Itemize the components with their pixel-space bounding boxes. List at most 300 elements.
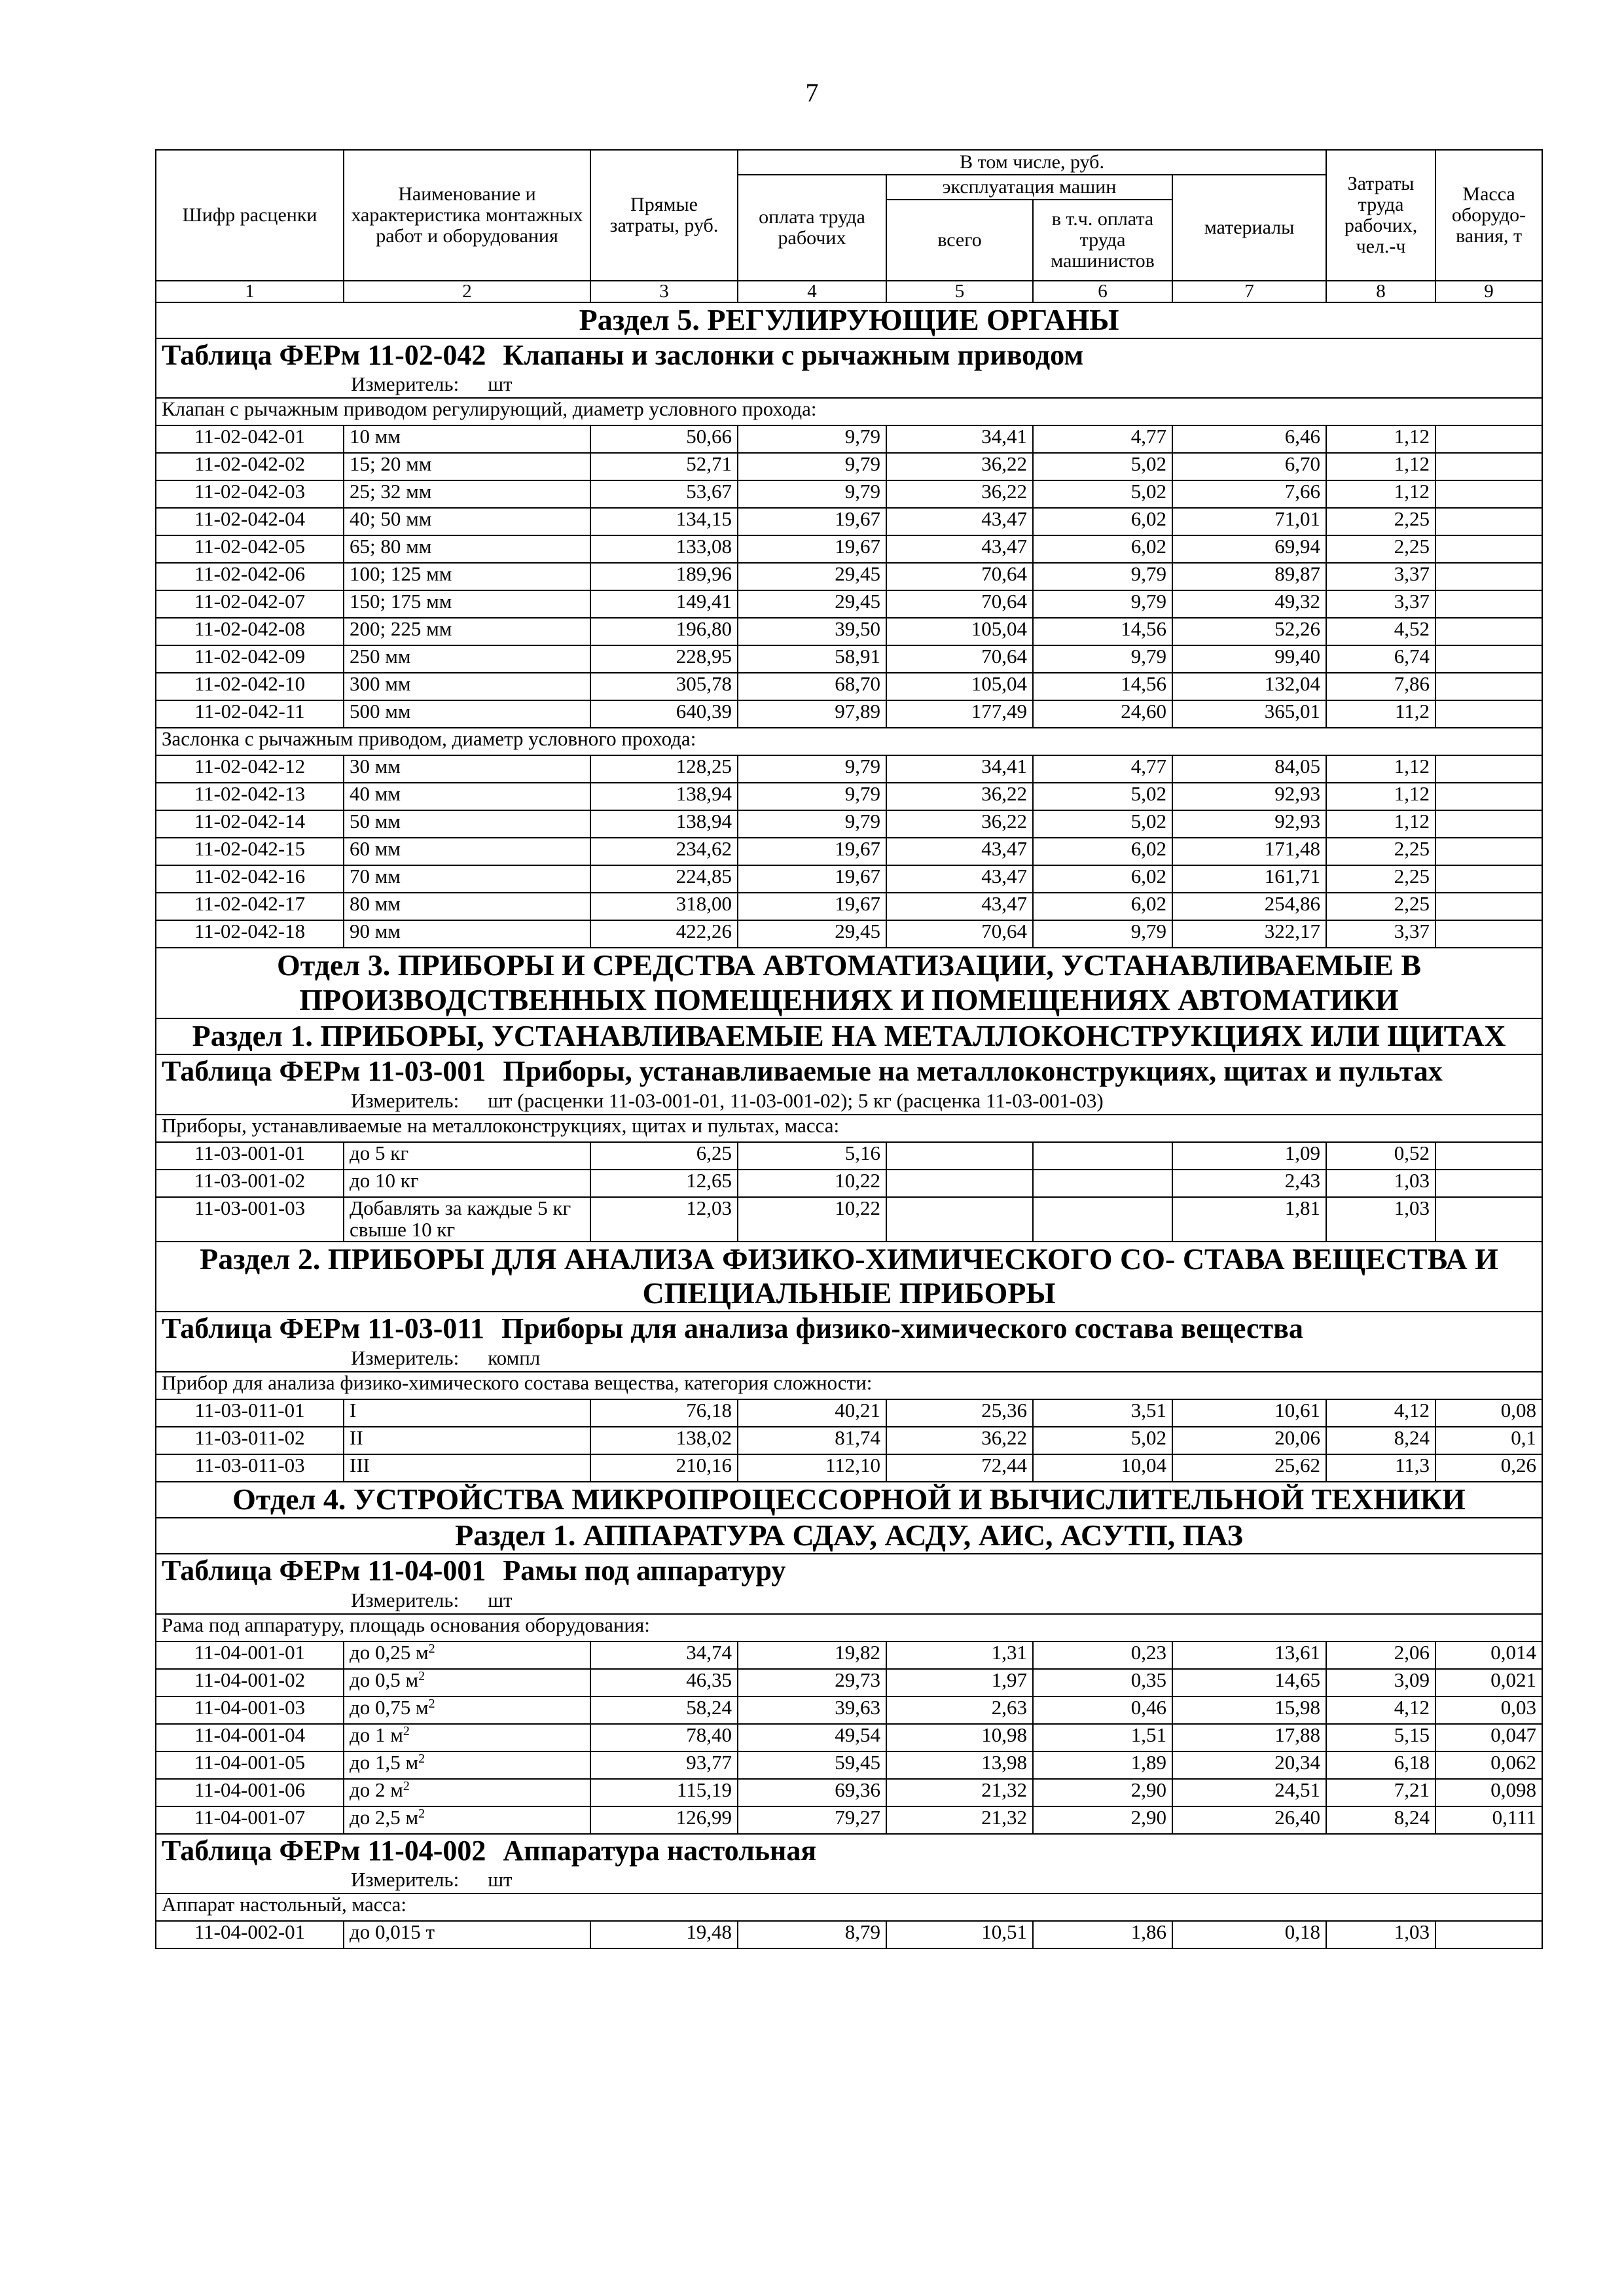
- rate-value: [738, 563, 886, 590]
- rate-value: [590, 810, 738, 838]
- column-number: 8: [1326, 281, 1435, 302]
- cell-text: 640,39: [676, 700, 732, 723]
- cell-text: 0,1: [1511, 1426, 1537, 1450]
- rate-description: [344, 810, 590, 838]
- table-name: Рамы под аппаратуру: [503, 1554, 786, 1587]
- rate-value: [1172, 480, 1326, 508]
- cell-text: 500 мм: [350, 700, 411, 723]
- rate-value: [886, 810, 1033, 838]
- rate-value: [1172, 1669, 1326, 1696]
- rate-value: [1326, 508, 1435, 535]
- section-title: Раздел 1. ПРИБОРЫ, УСТАНАВЛИВАЕМЫЕ НА МЕТАЛЛОКОНСТРУКЦИЯХ ИЛИ ЩИТАХ: [156, 1018, 1542, 1054]
- page-number: 7: [805, 78, 819, 107]
- rate-value: [1033, 508, 1172, 535]
- superscript: 2: [403, 1723, 410, 1738]
- rate-value: [1326, 1427, 1435, 1454]
- cell-text: 69,94: [1274, 535, 1321, 558]
- rate-description: [344, 1641, 590, 1669]
- rate-value: [1033, 425, 1172, 453]
- cell-text: 224,85: [676, 865, 732, 888]
- section-row: [156, 948, 1542, 1018]
- cell-text: 1,51: [1130, 1723, 1166, 1746]
- cell-text: 2,06: [1394, 1640, 1430, 1664]
- cell-text: 0,03: [1500, 1695, 1537, 1719]
- measure-line: [162, 1346, 1536, 1371]
- rate-value: [738, 1454, 886, 1482]
- rate-value: [1326, 1197, 1435, 1242]
- cell-text: 305,78: [676, 672, 732, 696]
- table-title-wrap: [162, 339, 1536, 372]
- cell-text: 36,22: [981, 810, 1027, 833]
- table-row: [156, 838, 1542, 865]
- cell-text: 1,86: [1130, 1920, 1166, 1944]
- rate-value: [738, 838, 886, 865]
- rate-value: [738, 893, 886, 920]
- cell-text: 0,047: [1490, 1723, 1537, 1746]
- cell-text: 11-04-002-01: [194, 1920, 306, 1944]
- rate-value: [1033, 1669, 1172, 1696]
- rate-value: [1172, 1197, 1326, 1242]
- table-title-row: [156, 1312, 1542, 1372]
- group-label: Клапан с рычажным приводом регулирующий, диаметр условного прохода:: [156, 398, 1542, 425]
- table-title-wrap: [162, 1554, 1536, 1588]
- cell-text: 2,90: [1130, 1805, 1166, 1829]
- group-row: [156, 398, 1542, 425]
- cell-text: 9,79: [844, 425, 880, 448]
- cell-text: 43,47: [981, 535, 1027, 558]
- rate-value: [590, 425, 738, 453]
- rate-description: [344, 1696, 590, 1724]
- cell-text: 228,95: [676, 645, 732, 668]
- rate-value: [738, 1197, 886, 1242]
- cell-text: до 2,5 м: [350, 1805, 419, 1829]
- cell-text: 6,02: [1130, 892, 1166, 916]
- rate-description: [344, 563, 590, 590]
- cell-text: 11-04-001-07: [194, 1805, 306, 1829]
- table-title: [156, 338, 1542, 399]
- rate-value: [1435, 425, 1542, 453]
- cell-text: 234,62: [676, 837, 732, 861]
- rate-value: [886, 1427, 1033, 1454]
- table-row: [156, 700, 1542, 728]
- measure-line: [162, 1588, 1536, 1613]
- cell-text: 6,74: [1394, 645, 1430, 668]
- rate-code: [156, 1921, 344, 1948]
- table-title-row: [156, 1554, 1542, 1614]
- cell-text: 8,24: [1394, 1805, 1430, 1829]
- rate-value: [1172, 1779, 1326, 1806]
- table-row: [156, 893, 1542, 920]
- rate-value: [1435, 865, 1542, 893]
- cell-text: 49,54: [835, 1723, 880, 1746]
- rate-value: [590, 1921, 738, 1948]
- rate-value: [1435, 838, 1542, 865]
- rate-value: [1172, 1170, 1326, 1197]
- rate-value: [590, 783, 738, 810]
- cell-text: 210,16: [676, 1454, 732, 1477]
- rate-value: [1435, 563, 1542, 590]
- cell-text: 1,89: [1130, 1750, 1166, 1774]
- rate-value: [886, 920, 1033, 948]
- rate-value: [738, 480, 886, 508]
- rate-code: [156, 700, 344, 728]
- cell-text: 134,15: [676, 507, 732, 531]
- rate-code: [156, 453, 344, 480]
- cell-text: 36,22: [981, 782, 1027, 806]
- rate-value: [1033, 1641, 1172, 1669]
- cell-text: 11-02-042-15: [194, 837, 306, 861]
- cell-text: 17,88: [1274, 1723, 1321, 1746]
- cell-text: 2,25: [1394, 865, 1430, 888]
- cell-text: 10,51: [981, 1920, 1027, 1944]
- column-number: 4: [738, 281, 886, 302]
- cell-text: 0,26: [1500, 1454, 1537, 1477]
- cell-text: 8,24: [1394, 1426, 1430, 1450]
- rate-value: [886, 508, 1033, 535]
- rate-value: [1326, 838, 1435, 865]
- cell-text: 0,08: [1500, 1399, 1537, 1422]
- rate-code: [156, 838, 344, 865]
- rate-value: [886, 1751, 1033, 1779]
- measure-line: [162, 372, 1536, 397]
- cell-text: 11-04-001-06: [194, 1778, 306, 1801]
- table-row: [156, 453, 1542, 480]
- rate-value: [1326, 618, 1435, 645]
- rate-code: [156, 1779, 344, 1806]
- cell-text: 138,02: [676, 1426, 732, 1450]
- rate-value: [1172, 838, 1326, 865]
- cell-text: 29,45: [835, 920, 880, 943]
- rate-description: [344, 1669, 590, 1696]
- cell-text: 11-03-001-03: [194, 1196, 306, 1219]
- rate-code: [156, 673, 344, 700]
- cell-text: до 10 кг: [350, 1168, 419, 1192]
- cell-text: 11-04-001-05: [194, 1750, 306, 1774]
- measure-label: Измеритель:: [351, 1346, 460, 1369]
- rate-value: [1326, 893, 1435, 920]
- rate-value: [1172, 425, 1326, 453]
- rate-value: [886, 535, 1033, 563]
- cell-text: 36,22: [981, 452, 1027, 476]
- rate-description: [344, 425, 590, 453]
- rate-value: [590, 1779, 738, 1806]
- column-number: 1: [156, 281, 344, 302]
- cell-text: 58,91: [835, 645, 880, 668]
- cell-text: 1,31: [991, 1640, 1027, 1664]
- cell-text: 60 мм: [350, 837, 401, 861]
- column-numbers-row: [156, 281, 1542, 302]
- cell-text: 5,02: [1130, 452, 1166, 476]
- cell-text: 177,49: [971, 700, 1027, 723]
- cell-text: 34,41: [981, 425, 1027, 448]
- section-title: Раздел 5. РЕГУЛИРУЮЩИЕ ОРГАНЫ: [156, 302, 1542, 338]
- cell-text: 6,70: [1284, 452, 1321, 476]
- rate-value: [1435, 1724, 1542, 1751]
- rate-value: [1172, 673, 1326, 700]
- cell-text: 15; 20 мм: [350, 452, 432, 476]
- rate-value: [1326, 673, 1435, 700]
- cell-text: 1,09: [1284, 1141, 1321, 1164]
- cell-text: 2,25: [1394, 535, 1430, 558]
- rate-value: [1435, 1696, 1542, 1724]
- cell-text: 11-04-001-02: [194, 1668, 306, 1691]
- table-row: [156, 810, 1542, 838]
- cell-text: 19,67: [835, 865, 880, 888]
- rate-value: [590, 700, 738, 728]
- table-title-row: [156, 1054, 1542, 1115]
- cell-text: 9,79: [844, 452, 880, 476]
- rate-value: [1326, 590, 1435, 618]
- cell-text: 2,25: [1394, 837, 1430, 861]
- table-title-wrap: [162, 1835, 1536, 1868]
- cell-text: 422,26: [676, 920, 732, 943]
- rate-description: [344, 480, 590, 508]
- cell-text: 0,098: [1490, 1778, 1537, 1801]
- cell-text: 4,77: [1130, 755, 1166, 778]
- measure-unit: шт: [488, 372, 513, 396]
- column-number: 2: [344, 281, 590, 302]
- department-title: Отдел 3. ПРИБОРЫ И СРЕДСТВА АВТОМАТИЗАЦИИ, УСТАНАВЛИВАЕМЫЕ В ПРОИЗВОДСТВЕННЫХ ПОМЕЩЕНИЯХ И ПОМЕЩЕНИЯХ АВТОМАТИКИ: [156, 948, 1542, 1018]
- rate-value: [1326, 1669, 1435, 1696]
- rate-value: [1033, 893, 1172, 920]
- rate-code: [156, 508, 344, 535]
- rate-value: [1326, 1641, 1435, 1669]
- rate-description: [344, 1399, 590, 1427]
- cell-text: 14,56: [1121, 617, 1166, 641]
- header-machines: эксплуатация машин: [886, 175, 1172, 200]
- rate-value: [886, 783, 1033, 810]
- cell-text: 1,12: [1394, 782, 1430, 806]
- rate-value: [886, 480, 1033, 508]
- cell-text: 90 мм: [350, 920, 401, 943]
- cell-text: 70,64: [981, 920, 1027, 943]
- rate-value: [1326, 645, 1435, 673]
- measure-unit: компл: [488, 1346, 541, 1369]
- rate-value: [886, 1669, 1033, 1696]
- cell-text: 84,05: [1274, 755, 1321, 778]
- cell-text: 49,32: [1274, 590, 1321, 613]
- cell-text: 318,00: [676, 892, 732, 916]
- rate-value: [1326, 1696, 1435, 1724]
- table-row: [156, 1454, 1542, 1482]
- cell-text: 59,45: [835, 1750, 880, 1774]
- cell-text: 3,37: [1394, 590, 1430, 613]
- rate-description: [344, 453, 590, 480]
- cell-text: 43,47: [981, 507, 1027, 531]
- rate-value: [738, 1427, 886, 1454]
- cell-text: 70,64: [981, 562, 1027, 586]
- header-labor: Затраты труда рабочих, чел.-ч: [1326, 150, 1435, 281]
- rate-value: [1435, 920, 1542, 948]
- cell-text: 2,25: [1394, 507, 1430, 531]
- rate-value: [590, 1806, 738, 1834]
- cell-text: 11-02-042-16: [194, 865, 306, 888]
- rate-description: [344, 1197, 590, 1242]
- rate-code: [156, 1696, 344, 1724]
- cell-text: 25,62: [1274, 1454, 1321, 1477]
- superscript: 2: [418, 1806, 425, 1821]
- cell-text: 19,48: [686, 1920, 732, 1944]
- cell-text: до 0,5 м: [350, 1668, 419, 1691]
- rate-code: [156, 645, 344, 673]
- cell-text: 46,35: [686, 1668, 732, 1691]
- cell-text: 2,63: [991, 1695, 1027, 1719]
- cell-text: 112,10: [825, 1454, 880, 1477]
- cell-text: 70,64: [981, 590, 1027, 613]
- rate-value: [1326, 783, 1435, 810]
- cell-text: 0,021: [1490, 1668, 1537, 1691]
- rate-value: [1326, 1454, 1435, 1482]
- rate-value: [1435, 783, 1542, 810]
- rate-value: [1033, 453, 1172, 480]
- rate-value: [886, 1399, 1033, 1427]
- table-row: [156, 865, 1542, 893]
- cell-text: 79,27: [835, 1805, 880, 1829]
- table-name: Приборы для анализа физико-химического состава вещества: [501, 1312, 1303, 1345]
- rate-value: [886, 1779, 1033, 1806]
- rate-value: [1435, 673, 1542, 700]
- rate-value: [886, 1724, 1033, 1751]
- cell-text: 1,03: [1394, 1196, 1430, 1219]
- cell-text: 254,86: [1264, 892, 1321, 916]
- cell-text: 43,47: [981, 892, 1027, 916]
- section-row: [156, 1482, 1542, 1518]
- cell-text: 11-02-042-05: [194, 535, 306, 558]
- rate-value: [1326, 810, 1435, 838]
- rate-description: [344, 1454, 590, 1482]
- rate-value: [1435, 700, 1542, 728]
- cell-text: 19,67: [835, 837, 880, 861]
- rate-value: [886, 1641, 1033, 1669]
- cell-text: 149,41: [676, 590, 732, 613]
- rate-value: [1172, 700, 1326, 728]
- table-row: [156, 1724, 1542, 1751]
- rate-value: [886, 865, 1033, 893]
- cell-text: 20,06: [1274, 1426, 1321, 1450]
- rate-code: [156, 893, 344, 920]
- rate-code: [156, 1806, 344, 1834]
- rate-code: [156, 810, 344, 838]
- rate-value: [1435, 508, 1542, 535]
- cell-text: 92,93: [1274, 782, 1321, 806]
- group-row: [156, 1614, 1542, 1641]
- rate-value: [1033, 838, 1172, 865]
- cell-text: 0,46: [1130, 1695, 1166, 1719]
- rate-value: [738, 1724, 886, 1751]
- rate-value: [738, 590, 886, 618]
- section-title: Раздел 2. ПРИБОРЫ ДЛЯ АНАЛИЗА ФИЗИКО-ХИМИЧЕСКОГО СО- СТАВА ВЕЩЕСТВА И СПЕЦИАЛЬНЫЕ ПРИБОРЫ: [156, 1242, 1542, 1312]
- cell-text: 11-02-042-01: [194, 425, 306, 448]
- rate-value: [738, 700, 886, 728]
- rate-value: [738, 1779, 886, 1806]
- cell-text: 10,04: [1121, 1454, 1166, 1477]
- rates-table: [155, 149, 1543, 1949]
- rate-value: [1435, 893, 1542, 920]
- rate-value: [1435, 1427, 1542, 1454]
- rate-value: [1033, 1806, 1172, 1834]
- cell-text: 11-02-042-12: [194, 755, 306, 778]
- rate-value: [590, 1696, 738, 1724]
- group-label: Рама под аппаратуру, площадь основания оборудования:: [156, 1614, 1542, 1641]
- rate-description: [344, 1724, 590, 1751]
- table-row: [156, 1669, 1542, 1696]
- table-row: [156, 1142, 1542, 1170]
- cell-text: 11-02-042-14: [194, 810, 306, 833]
- cell-text: 1,03: [1394, 1168, 1430, 1192]
- rate-value: [1435, 1806, 1542, 1834]
- rate-value: [886, 1454, 1033, 1482]
- rate-value: [1435, 810, 1542, 838]
- header-name: Наименование и характеристика монтажных работ и оборудования: [344, 150, 590, 281]
- rate-value: [1326, 1170, 1435, 1197]
- rate-value: [590, 838, 738, 865]
- cell-text: 3,09: [1394, 1668, 1430, 1691]
- cell-text: 2,43: [1284, 1168, 1321, 1192]
- table-row: [156, 673, 1542, 700]
- cell-text: 0,062: [1490, 1750, 1537, 1774]
- rate-value: [886, 1142, 1033, 1170]
- cell-text: 11-04-001-04: [194, 1723, 306, 1746]
- rate-value: [1033, 755, 1172, 783]
- header-materials: материалы: [1172, 175, 1326, 281]
- rate-value: [886, 700, 1033, 728]
- rate-value: [1326, 1779, 1435, 1806]
- rate-value: [738, 1669, 886, 1696]
- cell-text: 43,47: [981, 837, 1027, 861]
- rate-value: [738, 645, 886, 673]
- column-number: 3: [590, 281, 738, 302]
- rate-value: [1033, 920, 1172, 948]
- header-machinists-wages: в т.ч. оплата труда машинистов: [1033, 200, 1172, 281]
- cell-text: 29,45: [835, 590, 880, 613]
- rate-description: [344, 865, 590, 893]
- rate-value: [886, 673, 1033, 700]
- rate-description: [344, 1779, 590, 1806]
- rate-value: [738, 425, 886, 453]
- table-row: [156, 1696, 1542, 1724]
- cell-text: 10,22: [835, 1168, 880, 1192]
- rate-code: [156, 1142, 344, 1170]
- rate-value: [1435, 1641, 1542, 1669]
- table-row: [156, 590, 1542, 618]
- cell-text: 52,26: [1274, 617, 1321, 641]
- rate-value: [1435, 453, 1542, 480]
- rate-value: [886, 453, 1033, 480]
- cell-text: 8,79: [844, 1920, 880, 1944]
- rate-value: [1326, 535, 1435, 563]
- cell-text: 189,96: [676, 562, 732, 586]
- rate-value: [1172, 508, 1326, 535]
- cell-text: 11-02-042-02: [194, 452, 306, 476]
- cell-text: 14,56: [1121, 672, 1166, 696]
- table-row: [156, 563, 1542, 590]
- rate-description: [344, 535, 590, 563]
- cell-text: 138,94: [676, 810, 732, 833]
- cell-text: 11-02-042-08: [194, 617, 306, 641]
- cell-text: 4,12: [1394, 1695, 1430, 1719]
- measure-label: Измеритель:: [351, 372, 460, 396]
- rate-value: [1172, 1751, 1326, 1779]
- cell-text: 58,24: [686, 1695, 732, 1719]
- rate-value: [590, 508, 738, 535]
- table-row: [156, 618, 1542, 645]
- cell-text: 19,67: [835, 535, 880, 558]
- cell-text: 11-02-042-03: [194, 480, 306, 503]
- rate-value: [590, 893, 738, 920]
- rate-code: [156, 865, 344, 893]
- rate-value: [590, 563, 738, 590]
- cell-text: 10,61: [1274, 1399, 1321, 1422]
